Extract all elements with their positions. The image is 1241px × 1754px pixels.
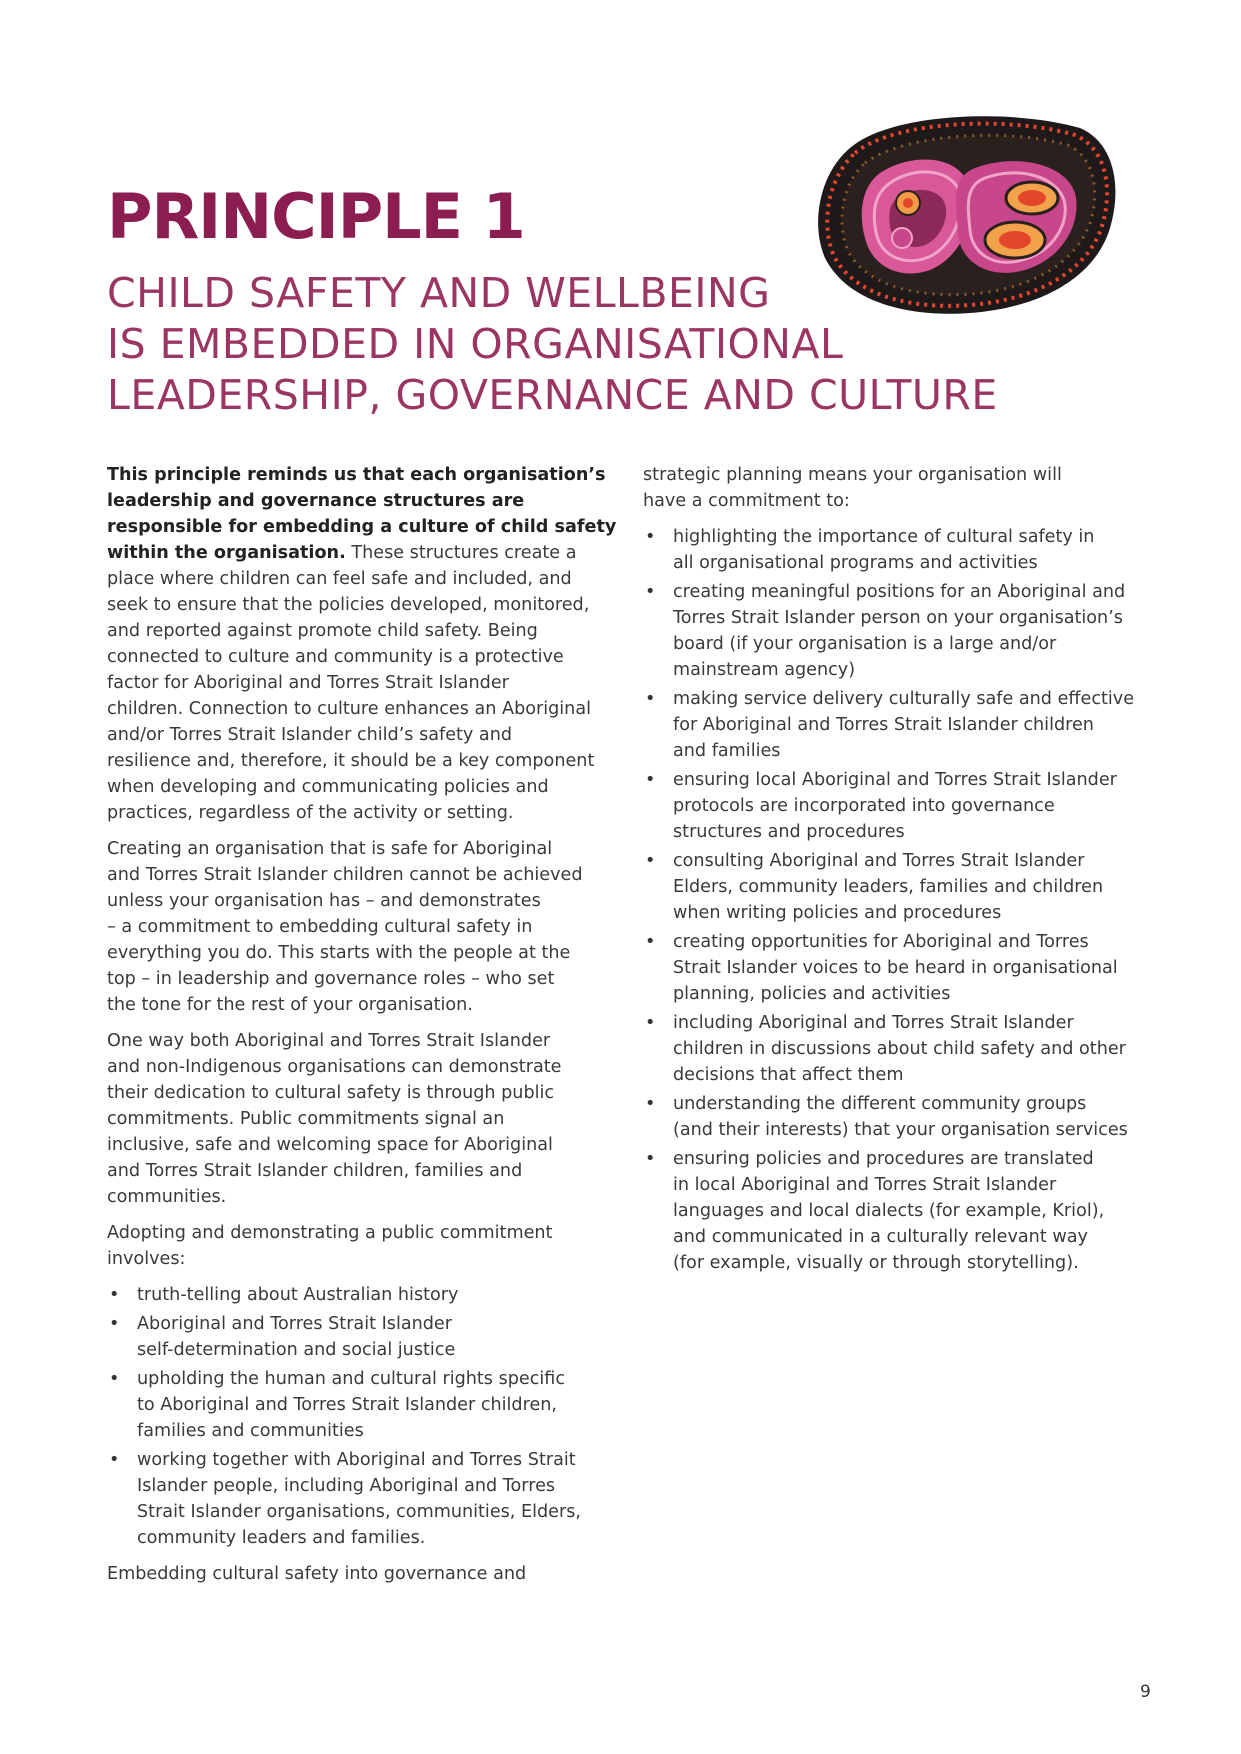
list-item [643,1146,1148,1276]
list-item-line: • highlighting the importance of cultural safety in [673,527,1095,547]
subtitle-line: LEADERSHIP, GOVERNANCE AND CULTURE [107,371,998,419]
body-paragraph [107,1561,612,1587]
body-paragraph [107,836,612,1018]
list-item-line: (for example, visually or through storytelling). [673,1253,1079,1273]
body-line: have a commitment to: [643,491,850,511]
list-item-line: for Aboriginal and Torres Strait Islander children [673,715,1094,735]
list-item-line: • ensuring local Aboriginal and Torres Strait Islander [673,770,1117,790]
body-line: place where children can feel safe and included, and [107,569,572,589]
left-column [107,462,617,1597]
body-line: Adopting and demonstrating a public commitment [107,1223,553,1243]
list-item [643,1010,1148,1088]
list-item-line: • working together with Aboriginal and Torres Strait [137,1450,576,1470]
list-item-line: when writing policies and procedures [673,903,1002,923]
list-item-line: • Aboriginal and Torres Strait Islander [137,1314,452,1334]
list-item-line: • ensuring policies and procedures are translated [673,1149,1094,1169]
body-line: strategic planning means your organisation will [643,465,1062,485]
list-item-line: Strait Islander organisations, communities, Elders, [137,1502,581,1522]
list-item-line: languages and local dialects (for example, Kriol), [673,1201,1105,1221]
list-item-line: and families [673,741,781,761]
list-item-line: • creating meaningful positions for an Aboriginal and [673,582,1126,602]
subtitle-line: IS EMBEDDED IN ORGANISATIONAL [107,320,844,368]
list-item [643,767,1148,845]
strategic-commitment-list [643,524,1148,1276]
list-item [107,1447,612,1551]
body-line: and Torres Strait Islander children, families and [107,1161,523,1181]
commitment-list [107,1282,612,1551]
list-item-line: children in discussions about child safety and other [673,1039,1126,1059]
body-line: and Torres Strait Islander children cannot be achieved [107,865,583,885]
body-line: their dedication to cultural safety is through public [107,1083,555,1103]
list-item-line: Islander people, including Aboriginal and Torres [137,1476,556,1496]
subtitle-line: CHILD SAFETY AND WELLBEING [107,269,771,317]
mixed-line [107,540,612,566]
page-title: PRINCIPLE 1 [107,180,525,253]
body-line: and/or Torres Strait Islander child’s safety and [107,725,513,745]
list-item-line: (and their interests) that your organisation services [673,1120,1128,1140]
list-item [643,579,1148,683]
list-item [643,524,1148,576]
lead-text: within the organisation. [107,543,346,563]
list-item-line: board (if your organisation is a large and/or [673,634,1057,654]
body-line: unless your organisation has – and demonstrates [107,891,541,911]
body-line: inclusive, safe and welcoming space for Aboriginal [107,1135,553,1155]
list-item-line: • truth-telling about Australian history [137,1285,459,1305]
body-line: One way both Aboriginal and Torres Strait Islander [107,1031,551,1051]
list-item-line: all organisational programs and activities [673,553,1038,573]
right-column [643,462,1148,1286]
body-line: practices, regardless of the activity or setting. [107,803,514,823]
body-paragraph [107,1028,612,1210]
body-line: communities. [107,1187,227,1207]
body-paragraph [643,462,1148,514]
lead-line: This principle reminds us that each organisation’s [107,465,606,485]
list-item [643,686,1148,764]
list-item-line: structures and procedures [673,822,905,842]
list-item-line: and communicated in a culturally relevant way [673,1227,1088,1247]
list-item-line: Strait Islander voices to be heard in organisational [673,958,1118,978]
body-line: top – in leadership and governance roles – who set [107,969,555,989]
list-item-line: • consulting Aboriginal and Torres Strait Islander [673,851,1085,871]
intro-paragraph [107,462,617,826]
list-item-line: mainstream agency) [673,660,856,680]
body-line: when developing and communicating policies and [107,777,549,797]
list-item-line: in local Aboriginal and Torres Strait Islander [673,1175,1057,1195]
body-line: commitments. Public commitments signal an [107,1109,505,1129]
list-item [107,1311,612,1363]
list-item-line: decisions that affect them [673,1065,904,1085]
body-line: – a commitment to embedding cultural safety in [107,917,533,937]
body-text: These structures create a [345,543,577,563]
list-item [643,1091,1148,1143]
page-subtitle [107,268,1057,421]
body-line: resilience and, therefore, it should be a key component [107,751,595,771]
body-line: factor for Aboriginal and Torres Strait Islander [107,673,509,693]
list-item-line: community leaders and families. [137,1528,426,1548]
body-line: everything you do. This starts with the people at the [107,943,571,963]
list-item-line: • understanding the different community groups [673,1094,1087,1114]
lead-line: leadership and governance structures are [107,491,525,511]
page-number: 9 [1140,1682,1151,1702]
list-item-line: • creating opportunities for Aboriginal and Torres [673,932,1089,952]
list-item [107,1366,612,1444]
body-paragraph [107,1220,612,1272]
body-line: Embedding cultural safety into governance and [107,1564,527,1584]
list-item-line: Elders, community leaders, families and children [673,877,1104,897]
body-line: seek to ensure that the policies developed, monitored, [107,595,590,615]
list-item-line: to Aboriginal and Torres Strait Islander children, [137,1395,558,1415]
list-item [107,1282,612,1308]
body-line: connected to culture and community is a protective [107,647,564,667]
list-item-line: families and communities [137,1421,364,1441]
list-item-line: • including Aboriginal and Torres Strait Islander [673,1013,1074,1033]
list-item-line: protocols are incorporated into governance [673,796,1055,816]
body-line: and non-Indigenous organisations can demonstrate [107,1057,562,1077]
body-line: and reported against promote child safety. Being [107,621,538,641]
list-item-line: Torres Strait Islander person on your organisation’s [673,608,1123,628]
body-line: involves: [107,1249,186,1269]
body-line: children. Connection to culture enhances an Aboriginal [107,699,591,719]
list-item [643,929,1148,1007]
lead-line: responsible for embedding a culture of child safety [107,517,617,537]
body-line: Creating an organisation that is safe for Aboriginal [107,839,553,859]
list-item-line: self-determination and social justice [137,1340,456,1360]
list-item-line: • upholding the human and cultural rights specific [137,1369,566,1389]
list-item-line: planning, policies and activities [673,984,951,1004]
list-item-line: • making service delivery culturally safe and effective [673,689,1135,709]
body-line: the tone for the rest of your organisation. [107,995,473,1015]
list-item [643,848,1148,926]
